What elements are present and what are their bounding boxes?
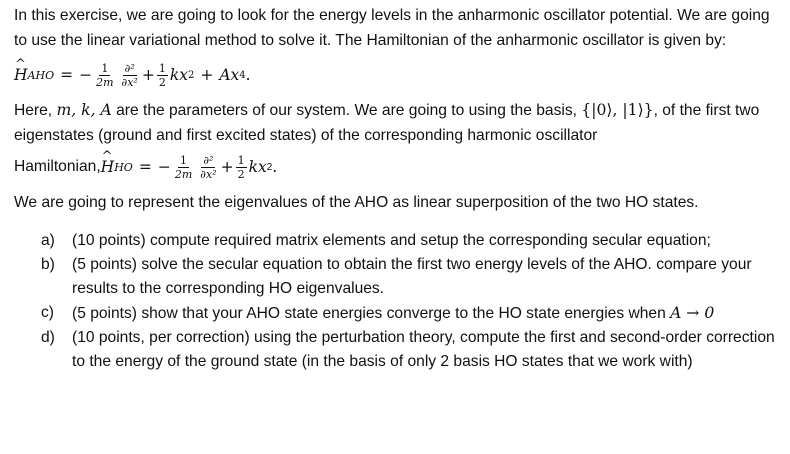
- superposition-paragraph: We are going to represent the eigenvalues of the AHO as linear superposition of the two HO states.: [14, 194, 699, 211]
- eq2-minus: −: [157, 158, 171, 176]
- eq2-frac1-num: 1: [180, 153, 188, 167]
- para2-basis: {|0⟩, |1⟩}: [581, 101, 654, 119]
- eq1-frac1-num: 1: [101, 61, 109, 75]
- eq1-frac3-num: 1: [158, 61, 166, 75]
- eq1-lhs-sub: AHO: [27, 68, 55, 82]
- aho-hamiltonian-equation: [14, 53, 782, 97]
- list-item: [14, 253, 782, 301]
- eq1-frac2-den: ∂x²: [121, 75, 138, 89]
- eq1-frac-1-over-2m: [94, 63, 115, 88]
- list-item: [14, 301, 782, 326]
- eq1-plus-2: +: [200, 66, 214, 84]
- item-text: (10 points) compute required matrix elements and setup the corresponding secular equation;: [72, 231, 711, 249]
- list-item: [14, 326, 782, 374]
- eq2-frac3-num: 1: [237, 153, 245, 167]
- eq1-frac3-den: 2: [158, 75, 166, 89]
- eq1-term-a-pow: 4: [239, 69, 246, 81]
- eq2-term-k: kx: [248, 158, 267, 176]
- list-item: [14, 229, 782, 253]
- eq2-frac3-den: 2: [237, 167, 245, 181]
- eq2-lhs: ^ H: [101, 158, 115, 176]
- eq2-plus-1: +: [220, 158, 234, 176]
- para2-text-a: Here,: [14, 102, 57, 119]
- eq1-frac-half: [157, 63, 168, 88]
- eq1-term-a: Ax: [219, 66, 240, 84]
- problem-document: [14, 4, 782, 374]
- item-label: b): [41, 255, 55, 273]
- eq1-plus-1: +: [141, 66, 155, 84]
- eq2-frac2-num: ∂²: [203, 153, 214, 167]
- eq2-frac2-den: ∂x²: [200, 167, 217, 181]
- eq1-frac1-den: 2m: [96, 75, 114, 89]
- eq2-term-k-pow: 2: [266, 161, 273, 173]
- eq1-frac-partial: [120, 63, 140, 88]
- eq1-frac2-num: ∂²: [124, 61, 135, 75]
- eq2-frac-1-over-2m: [173, 155, 194, 180]
- ho-hamiltonian-equation: [14, 148, 782, 186]
- eq2-prefix: Hamiltonian,: [14, 158, 101, 175]
- eq1-term-k: kx: [169, 66, 188, 84]
- eq2-end: .: [272, 158, 278, 176]
- eq1-minus: −: [79, 66, 93, 84]
- item-text: (5 points) show that your AHO state energies converge to the HO state energies when: [72, 304, 671, 322]
- eq2-frac1-den: 2m: [174, 167, 193, 181]
- item-label: a): [41, 231, 55, 249]
- eq2-lhs-sub: HO: [114, 160, 133, 174]
- para2-text-b: are the parameters of our system. We are going to using the basis,: [111, 102, 582, 119]
- eq1-end: .: [245, 66, 251, 84]
- intro-paragraph: In this exercise, we are going to look for the energy levels in the anharmonic oscillator potential. We are going to use the linear variational method to solve it. The Hamiltonian of the anharmonic oscillator is given by:: [14, 7, 770, 49]
- question-list: [14, 229, 782, 374]
- para2-text-c: , of the first two eigenstates (ground and first excited states) of the corresponding harmonic oscillator: [14, 102, 760, 144]
- item-text: (10 points, per correction) using the perturbation theory, compute the first and second-order correction to the energy of the ground state (in the basis of only 2 basis HO states that we work with): [72, 328, 775, 370]
- eq1-lhs: ^ H: [14, 66, 28, 84]
- eq2-equals: =: [138, 158, 152, 176]
- item-text: (5 points) solve the secular equation to obtain the first two energy levels of the AHO. compare your results to the corresponding HO eigenvalues.: [72, 255, 752, 297]
- item-math: A → 0: [670, 303, 715, 322]
- eq1-equals: =: [60, 66, 74, 84]
- eq1-term-k-pow: 2: [187, 69, 195, 81]
- basis-paragraph: [14, 98, 782, 148]
- eq2-frac-half: [236, 155, 247, 180]
- eq2-frac-partial: [198, 155, 218, 180]
- item-label: c): [41, 303, 54, 321]
- item-label: d): [41, 328, 55, 346]
- para2-params: m, k, A: [56, 101, 112, 119]
